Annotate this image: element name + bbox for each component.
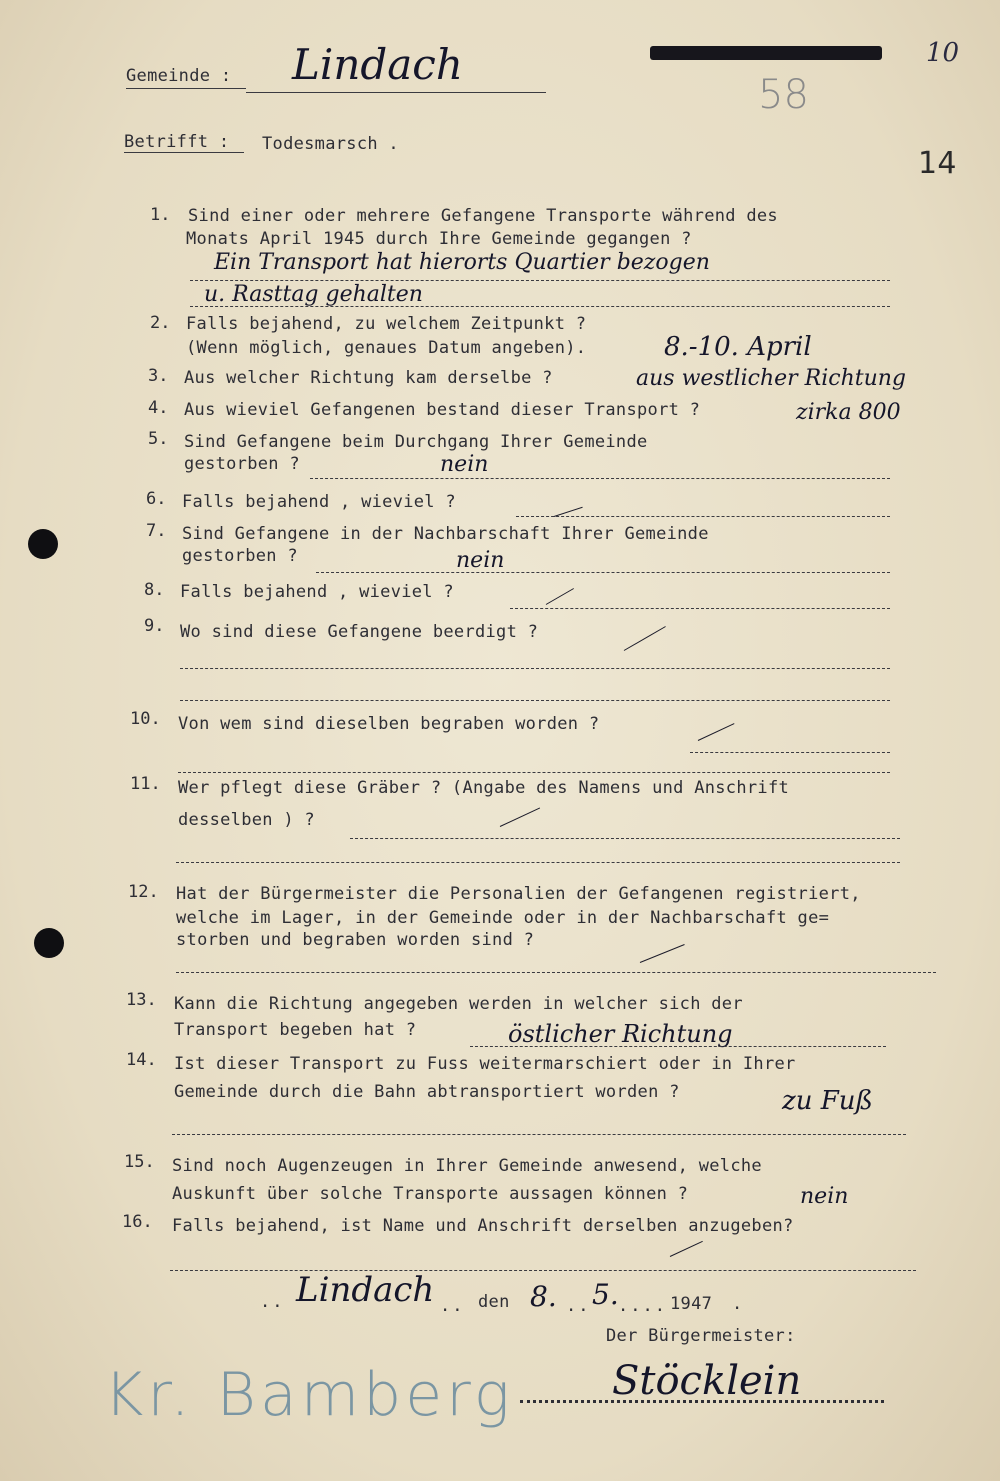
question-text: welche im Lager, in der Gemeinde oder in der Nachbarschaft ge= [176,908,830,928]
question-text: Von wem sind dieselben begraben worden ? [178,714,600,734]
question-number: 9. [144,616,165,636]
question-text: desselben ) ? [178,810,315,830]
signature-line [520,1400,884,1403]
question-text: Gemeinde durch die Bahn abtransportiert worden ? [174,1082,680,1102]
answer-handwritten: östlicher Richtung [508,1020,733,1048]
underline [126,88,246,89]
answer-handwritten: 8.-10. April [664,332,812,362]
answer-handwritten: nein [440,452,489,477]
date-den-label: den [478,1292,510,1312]
gemeinde-label: Gemeinde : [126,66,232,86]
dash-mark [546,588,574,605]
question-number: 14. [126,1050,157,1070]
question-text: storben und begraben worden sind ? [176,930,535,950]
answer-handwritten: aus westlicher Richtung [636,366,906,391]
question-number: 13. [126,990,157,1010]
punch-hole [34,928,64,958]
question-text: Kann die Richtung angegeben werden in welcher sich der [174,994,743,1014]
stamped-page-number: 14 [918,146,957,181]
question-text: Sind noch Augenzeugen in Ihrer Gemeinde anwesend, welche [172,1156,762,1176]
question-number: 8. [144,580,165,600]
dash-mark [640,944,685,963]
answer-handwritten: Ein Transport hat hierorts Quartier bezogen [214,250,710,275]
question-text: gestorben ? [184,454,300,474]
question-text: Monats April 1945 durch Ihre Gemeinde gegangen ? [186,229,692,249]
date-month: 5. [592,1278,619,1311]
question-text: Auskunft über solche Transporte aussagen können ? [172,1184,689,1204]
question-number: 7. [146,521,167,541]
question-number: 15. [124,1152,155,1172]
answer-handwritten: zirka 800 [796,400,901,425]
question-number: 5. [148,429,169,449]
dash-mark [698,723,735,741]
betrifft-label: Betrifft : [124,132,230,152]
question-text: Sind Gefangene in der Nachbarschaft Ihrer Gemeinde [182,524,709,544]
answer-handwritten: nein [456,548,505,573]
answer-line [510,608,890,609]
dotted-leader: .... [618,1296,667,1316]
answer-line [690,752,890,753]
question-text: (Wenn möglich, genaues Datum angeben). [186,338,587,358]
question-number: 1. [150,205,171,225]
question-number: 12. [128,882,159,902]
redaction-bar [650,46,882,60]
question-text: Aus welcher Richtung kam derselbe ? [184,368,553,388]
question-text: Wer pflegt diese Gräber ? (Angabe des Namens und Anschrift [178,778,790,798]
question-text: Falls bejahend , wieviel ? [180,582,454,602]
question-text: Falls bejahend, zu welchem Zeitpunkt ? [186,314,587,334]
gemeinde-value: Lindach [292,40,463,89]
answer-line [310,478,890,479]
question-number: 2. [150,313,171,333]
question-number: 3. [148,366,169,386]
betrifft-value: Todesmarsch . [262,134,399,154]
underline [124,152,244,153]
date-day: 8. [530,1280,557,1313]
signatory-label: Der Bürgermeister: [606,1326,796,1346]
question-text: Aus wieviel Gefangenen bestand dieser Transport ? [184,400,701,420]
dash-mark [500,807,540,827]
question-text: Sind Gefangene beim Durchgang Ihrer Gemeinde [184,432,648,452]
answer-line [180,700,890,701]
date-period: . [732,1294,743,1314]
dash-mark [624,626,666,651]
answer-line [470,1046,886,1047]
answer-line [516,516,890,517]
question-text: Ist dieser Transport zu Fuss weitermarschiert oder in Ihrer [174,1054,796,1074]
pencil-page-number: 58 [758,72,809,118]
underline [246,92,546,93]
punch-hole [28,529,58,559]
question-text: Hat der Bürgermeister die Personalien der Gefangenen registriert, [176,884,861,904]
answer-handwritten: u. Rasttag gehalten [204,282,423,307]
answer-line [316,572,890,573]
answer-line [350,838,900,839]
question-text: Falls bejahend, ist Name und Anschrift derselben anzugeben? [172,1216,794,1236]
question-text: Transport begeben hat ? [174,1020,417,1040]
answer-line [176,862,900,863]
dotted-leader: .. [260,1292,285,1312]
question-number: 16. [122,1212,153,1232]
question-number: 11. [130,774,161,794]
date-year: 1947 [670,1294,713,1314]
place-of-signing: Lindach [296,1270,435,1310]
dotted-leader: .. [566,1296,591,1316]
question-number: 4. [148,398,169,418]
dash-mark [670,1241,703,1257]
district-note-pencil: Kr. Bamberg [104,1360,514,1430]
question-number: 6. [146,489,167,509]
handwritten-page-number: 10 [926,38,960,68]
question-number: 10. [130,709,161,729]
question-text: gestorben ? [182,546,298,566]
answer-line [170,1270,916,1271]
answer-line [178,772,890,773]
question-text: Sind einer oder mehrere Gefangene Transporte während des [188,206,778,226]
answer-line [172,1134,906,1135]
answer-line [180,668,890,669]
answer-handwritten: nein [800,1184,849,1209]
question-text: Wo sind diese Gefangene beerdigt ? [180,622,539,642]
mayor-signature: Stöcklein [612,1358,802,1404]
answer-line [176,972,936,973]
answer-line [190,306,890,307]
question-text: Falls bejahend , wieviel ? [182,492,456,512]
answer-line [190,280,890,281]
answer-handwritten: zu Fuß [782,1086,873,1116]
dotted-leader: .. [440,1296,465,1316]
